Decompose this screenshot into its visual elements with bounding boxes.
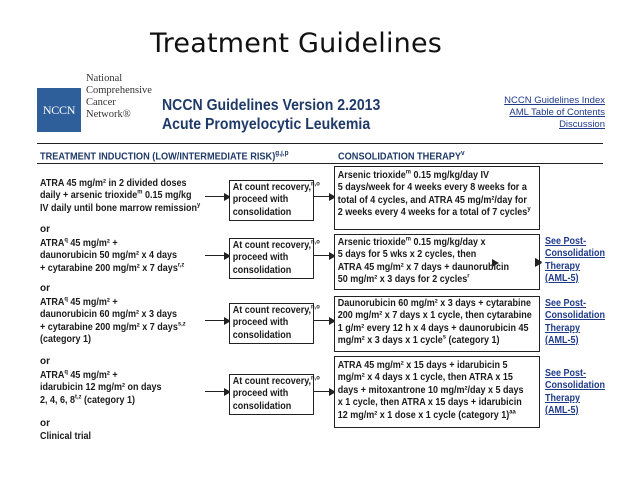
arrow — [205, 320, 229, 321]
arrow — [205, 255, 229, 256]
logo-line: Comprehensive — [86, 85, 152, 96]
link-guidelines-index[interactable]: NCCN Guidelines Index — [504, 95, 605, 106]
recovery-box-1: At count recovery,$^{n,o}$ proceed with consolidation — [229, 180, 314, 221]
induction-regimen-4: ATRA$^q$ 45 mg/m² + idarubicin 12 mg/m² on days 2, 4, 6, 8$^{t,z}$ (category 1) — [40, 368, 162, 406]
recovery-box-4: At count recovery,$^{n,o}$ proceed with consolidation — [229, 374, 314, 415]
induction-regimen-3: ATRA$^q$ 45 mg/m² + daunorubicin 60 mg/m² x 3 days + cytarabine 200 mg/m² x 7 days$^{s,z}$ (category 1) — [40, 295, 186, 346]
clinical-trial-option: Clinical trial — [40, 431, 92, 442]
link-discussion[interactable]: Discussion — [559, 119, 605, 130]
or-separator: or — [40, 418, 50, 429]
logo-line: Network® — [86, 109, 131, 120]
arrow — [205, 196, 229, 197]
see-post-consolidation-link-2[interactable]: See Post- Consolidation Therapy (AML-5) — [545, 298, 606, 347]
link-aml-toc[interactable]: AML Table of Contents — [509, 107, 605, 118]
see-post-consolidation-link-1[interactable]: See Post- Consolidation Therapy (AML-5) — [545, 236, 606, 285]
consolidation-box-1: Arsenic trioxide$^m$ 0.15 mg/kg/day IV 5 days/week for 4 weeks every 8 weeks for a total of 4 cycles, and ATRA 45 mg/m²/day for 2 weeks every 4 weeks for a total of 7 cycles$^y$ — [334, 166, 540, 230]
consolidation-box-4: ATRA 45 mg/m² x 15 days + idarubicin 5 mg/m² x 4 days x 1 cycle, then ATRA x 15 days + mitoxantrone 10 mg/m²/day x 5 days x 1 cycle, then ATRA x 15 days + idarubicin 12 mg/m² x 1 dose x 1 cycle (category 1)$^{aa}$ — [334, 356, 540, 428]
document-title-version: NCCN Guidelines Version 2.2013 — [162, 97, 381, 114]
document-title-topic: Acute Promyelocytic Leukemia — [162, 116, 371, 133]
or-separator: or — [40, 224, 50, 235]
recovery-box-2: At count recovery,$^{n,o}$ proceed with consolidation — [229, 238, 314, 279]
consolidation-box-2: Arsenic trioxide$^m$ 0.15 mg/kg/day x 5 days for 5 wks x 2 cycles, then ATRA 45 mg/m² x 7 days + daunorubicin 50 mg/m² x 3 days for 2 cycles$^r$ — [334, 234, 540, 290]
recovery-box-3: At count recovery,$^{n,o}$ proceed with consolidation — [229, 303, 314, 344]
logo-line: National — [86, 73, 123, 84]
nccn-logo-abbr: NCCN — [42, 102, 76, 117]
top-links — [504, 95, 605, 131]
arrow — [314, 320, 334, 321]
arrow — [314, 255, 334, 256]
induction-regimen-1: ATRA 45 mg/m² in 2 divided doses daily + arsenic trioxide$^m$ 0.15 mg/kg IV daily until bone marrow remission$^y$ — [40, 178, 201, 214]
document-title — [162, 96, 380, 134]
or-separator: or — [40, 283, 50, 294]
column-header-divider — [37, 163, 603, 164]
or-separator: or — [40, 356, 50, 367]
consolidation-column-header: CONSOLIDATION THERAPY$^v$ — [338, 150, 465, 163]
see-post-consolidation-link-3[interactable]: See Post- Consolidation Therapy (AML-5) — [545, 368, 606, 417]
logo-line: Cancer — [86, 97, 116, 108]
arrow — [314, 196, 334, 197]
nccn-logo — [37, 88, 81, 132]
slide-title: Treatment Guidelines — [150, 28, 443, 59]
consolidation-box-3: Daunorubicin 60 mg/m² x 3 days + cytarabine 200 mg/m² x 7 days x 1 cycle, then cytarabine 1 g/m² every 12 h x 4 days + daunorubicin 45 mg/m² x 3 days x 1 cycle$^s$ (category 1) — [334, 296, 540, 352]
induction-regimen-2: ATRA$^q$ 45 mg/m² + daunorubicin 50 mg/m² x 4 days + cytarabine 200 mg/m² x 7 days$^{r,z}$ — [40, 236, 185, 274]
nccn-logo-name — [86, 73, 156, 121]
induction-column-header: TREATMENT INDUCTION (LOW/INTERMEDIATE RISK)$^{g,j,p}$ — [40, 150, 289, 163]
arrow — [205, 391, 229, 392]
arrow — [314, 391, 334, 392]
header-divider — [37, 143, 603, 144]
